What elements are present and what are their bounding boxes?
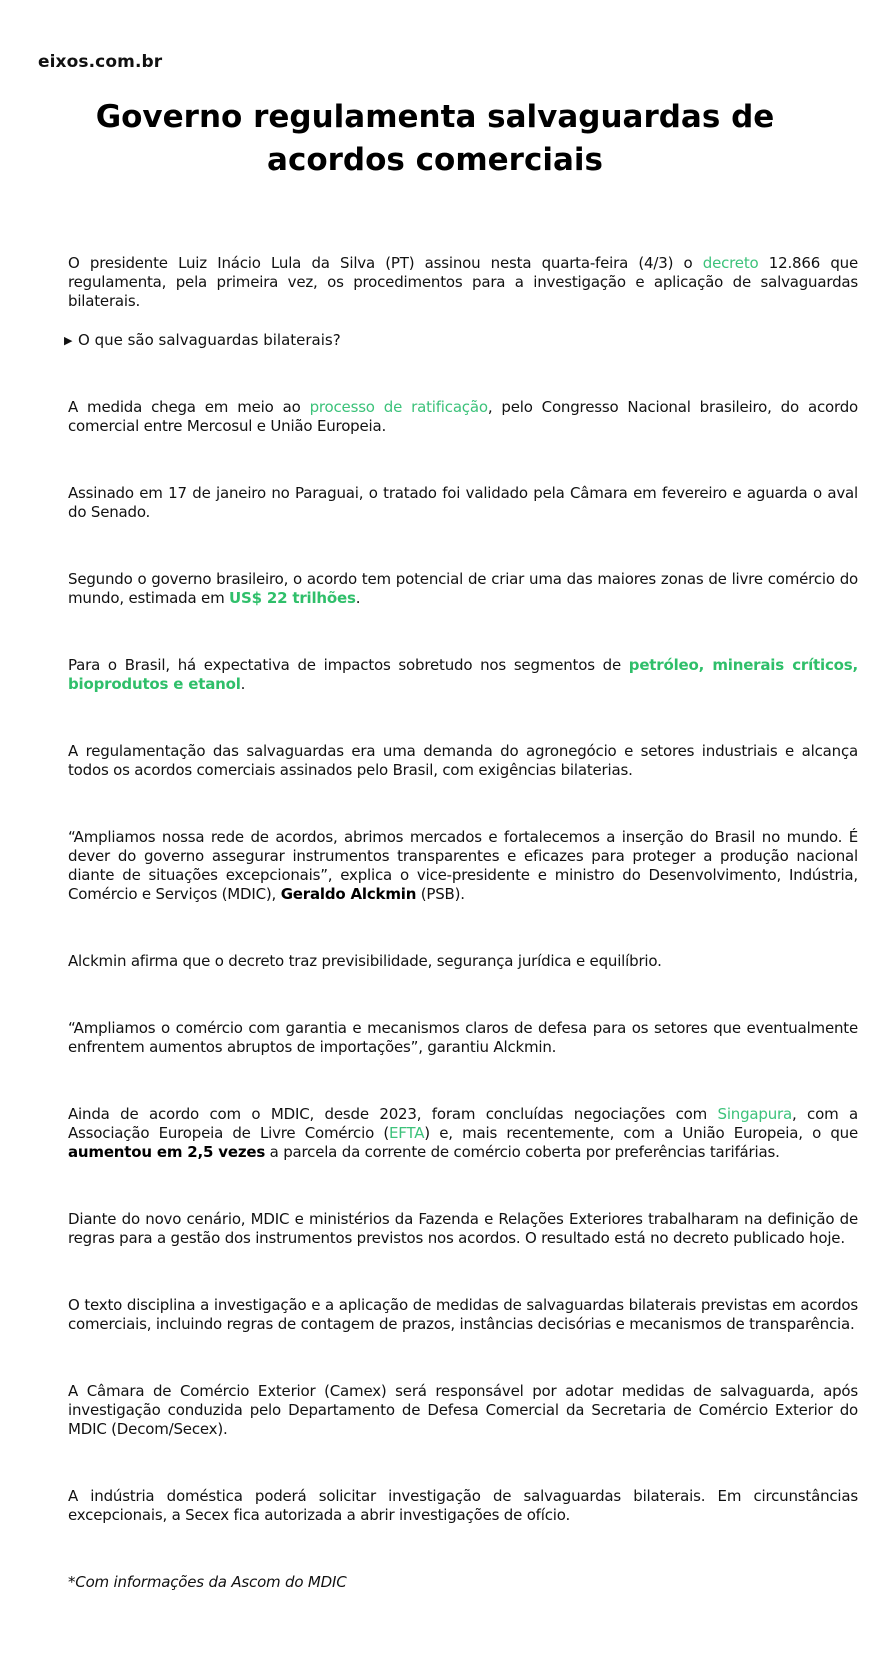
disclosure-triangle-icon[interactable]: ▶: [64, 334, 73, 347]
paragraph-discipline: O texto disciplina a investigação e a aplicação de medidas de salvaguardas bilaterais previstas em acordos comerciais, incluindo regras de contagem de prazos, instâncias decisórias e mecanismos de transparência.: [68, 1296, 858, 1333]
singapura-link[interactable]: Singapura: [717, 1105, 792, 1123]
details-summary[interactable]: O que são salvaguardas bilaterais?: [78, 331, 341, 349]
highlight-value: US$ 22 trilhões: [229, 589, 356, 607]
paragraph-industry: A indústria doméstica poderá solicitar investigação de salvaguardas bilaterais. Em circunstâncias excepcionais, a Secex fica autorizada a abrir investigações de ofício.: [68, 1487, 858, 1524]
bold-increase: aumentou em 2,5 vezes: [68, 1143, 266, 1161]
ratification-link[interactable]: processo de ratificação: [309, 398, 488, 416]
paragraph-signed: Assinado em 17 de janeiro no Paraguai, o tratado foi validado pela Câmara em fevereiro e aguarda o aval do Senado.: [68, 484, 858, 521]
paragraph-negotiations: Ainda de acordo com o MDIC, desde 2023, foram concluídas negociações com Singapura, com a Associação Europeia de Livre Comércio (EFTA) e, mais recentemente, com a União Europeia, o que aumentou em 2,5 vezes a parcela da corrente de comércio coberta por preferências tarifárias.: [68, 1105, 858, 1161]
paragraph-trade-zone: Segundo o governo brasileiro, o acordo tem potencial de criar uma das maiores zonas de livre comércio do mundo, estimada em US$ 22 trilhões.: [68, 570, 858, 607]
paragraph-regulation: A regulamentação das salvaguardas era uma demanda do agronegócio e setores industriais e alcança todos os acordos comerciais assinados pelo Brasil, com exigências bilaterias.: [68, 742, 858, 779]
paragraph-scenario: Diante do novo cenário, MDIC e ministérios da Fazenda e Relações Exteriores trabalharam na definição de regras para a gestão dos instrumentos previstos nos acordos. O resultado está no decreto publicado hoje.: [68, 1210, 858, 1247]
source-note: *Com informações da Ascom do MDIC: [68, 1573, 347, 1591]
paragraph-camex: A Câmara de Comércio Exterior (Camex) será responsável por adotar medidas de salvaguarda, após investigação conduzida pelo Departamento de Defesa Comercial da Secretaria de Comércio Exterior do MDIC (Decom/Secex).: [68, 1382, 858, 1438]
efta-link[interactable]: EFTA: [388, 1124, 425, 1142]
site-name[interactable]: eixos.com.br: [38, 52, 163, 72]
article-body: [64, 254, 858, 1592]
paragraph-ratification: A medida chega em meio ao processo de ratificação, pelo Congresso Nacional brasileiro, do acordo comercial entre Mercosul e União Europeia.: [68, 398, 858, 435]
decree-link[interactable]: decreto: [702, 254, 759, 272]
paragraph-intro: O presidente Luiz Inácio Lula da Silva (PT) assinou nesta quarta-feira (4/3) o decreto 12.866 que regulamenta, pela primeira vez, os procedimentos para a investigação e aplicação de salvaguardas bilaterais.: [68, 254, 858, 310]
paragraph-quote-trade: “Ampliamos o comércio com garantia e mecanismos claros de defesa para os setores que eventualmente enfrentem aumentos abruptos de importações”, garantiu Alckmin.: [68, 1019, 858, 1056]
article-title: Governo regulamenta salvaguardas de acordos comerciais: [95, 99, 775, 178]
paragraph-segments: Para o Brasil, há expectativa de impactos sobretudo nos segmentos de petróleo, minerais críticos, bioprodutos e etanol.: [68, 656, 858, 693]
highlight-segments: petróleo, minerais críticos, bioprodutos e etanol: [68, 656, 858, 693]
paragraph-predictability: Alckmin afirma que o decreto traz previsibilidade, segurança jurídica e equilíbrio.: [68, 952, 662, 970]
bold-name: Geraldo Alckmin: [280, 885, 417, 903]
details-toggle[interactable]: [64, 331, 858, 350]
paragraph-quote-alckmin: “Ampliamos nossa rede de acordos, abrimos mercados e fortalecemos a inserção do Brasil no mundo. É dever do governo assegurar instrumentos transparentes e eficazes para proteger a produção nacional diante de situações excepcionais”, explica o vice-presidente e ministro do Desenvolvimento, Indústria, Comércio e Serviços (MDIC), Geraldo Alckmin (PSB).: [68, 828, 858, 903]
